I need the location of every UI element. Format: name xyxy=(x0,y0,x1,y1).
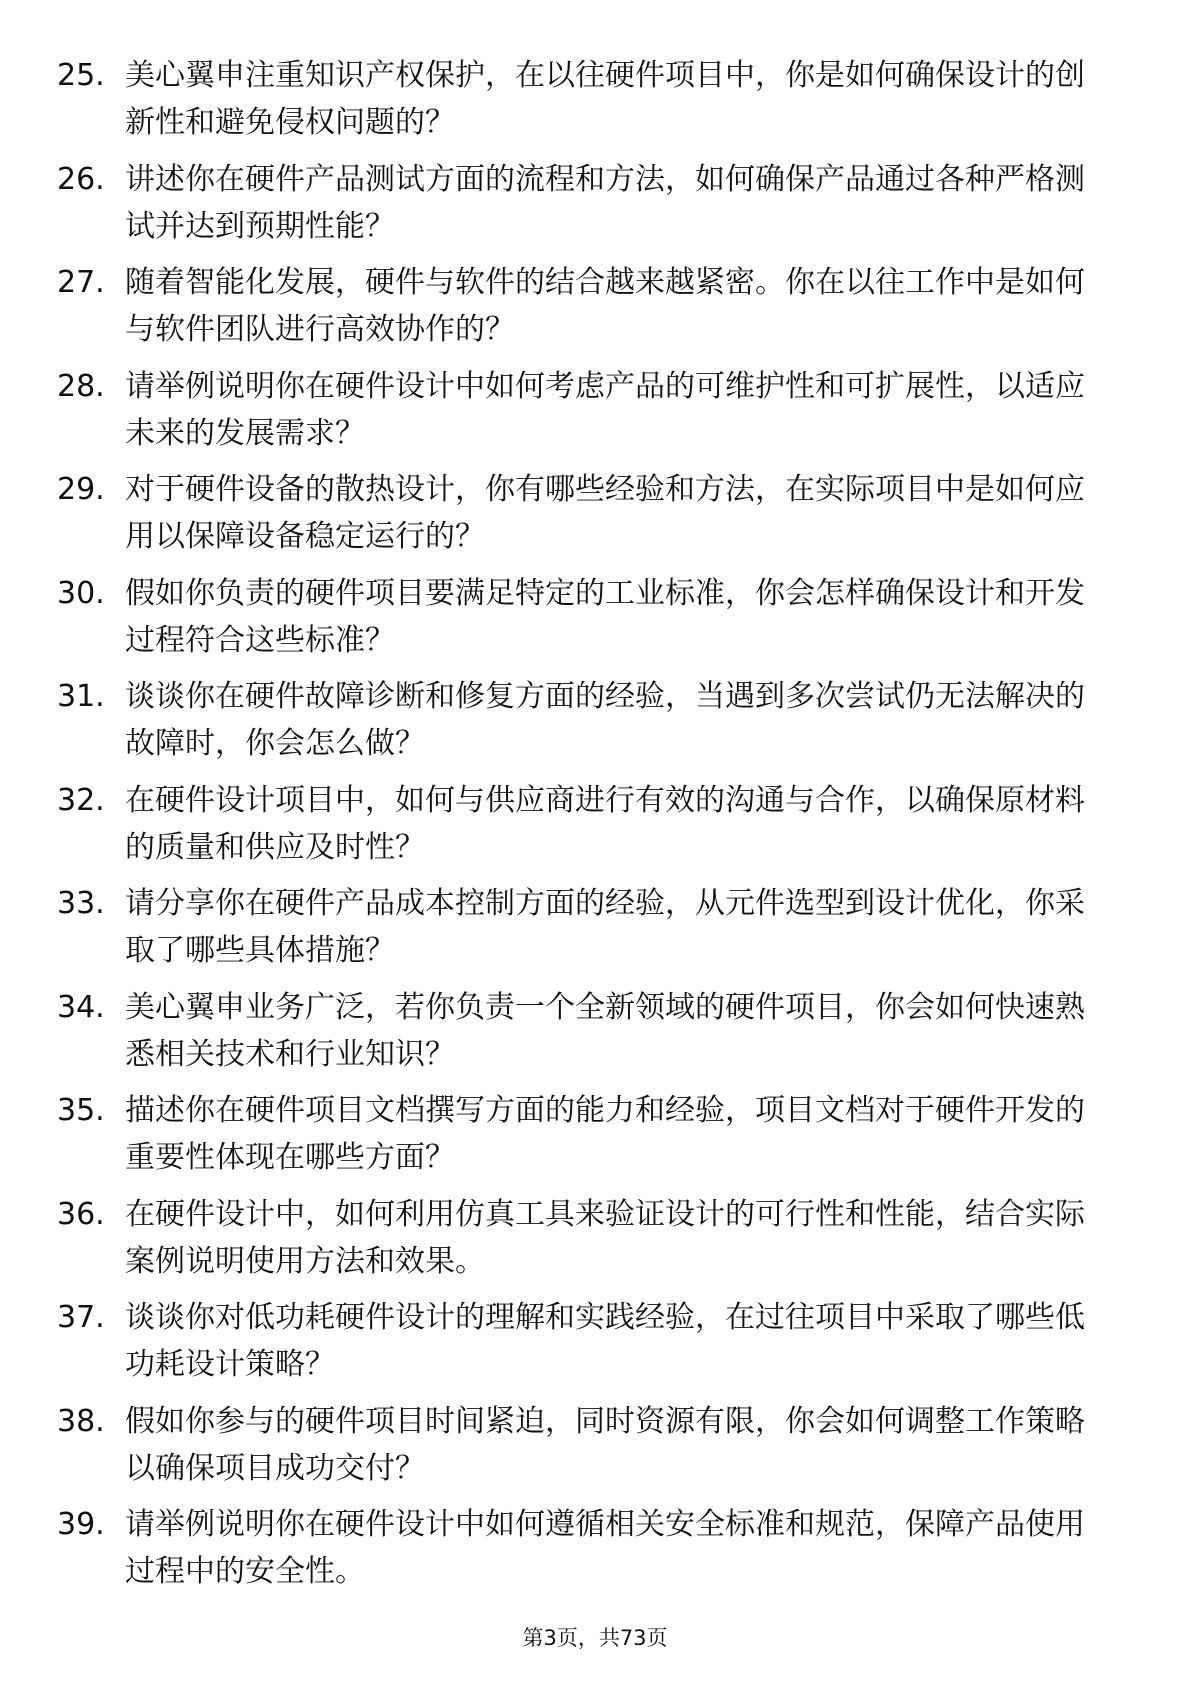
question-text: 在硬件设计项目中，如何与供应商进行有效的沟通与合作，以确保原材料的质量和供应及时性？ xyxy=(125,782,1085,865)
question-number: 39. xyxy=(57,1507,105,1542)
question-item xyxy=(57,1087,1107,1191)
question-list xyxy=(57,52,1107,1605)
question-number: 26. xyxy=(57,161,105,197)
question-text: 美心翼申注重知识产权保护，在以往硬件项目中，你是如何确保设计的创新性和避免侵权问题的？ xyxy=(125,58,1085,140)
question-number: 36. xyxy=(57,1196,105,1232)
question-text: 在硬件设计中，如何利用仿真工具来验证设计的可行性和性能，结合实际案例说明使用方法和效果。 xyxy=(125,1196,1085,1279)
question-item xyxy=(57,777,1107,881)
question-number: 31. xyxy=(57,679,105,714)
question-item xyxy=(57,1294,1107,1398)
question-item xyxy=(57,1191,1107,1295)
question-number: 38. xyxy=(57,1403,105,1439)
question-item xyxy=(57,52,1107,156)
question-item xyxy=(57,1398,1107,1502)
question-number: 34. xyxy=(57,989,105,1025)
question-number: 37. xyxy=(57,1300,105,1335)
page-number-label: 第3页，共73页 xyxy=(522,1626,668,1650)
question-item xyxy=(57,363,1107,467)
question-item xyxy=(57,259,1107,363)
question-text: 随着智能化发展，硬件与软件的结合越来越紧密。你在以往工作中是如何与软件团队进行高效协作的？ xyxy=(125,265,1085,347)
question-text: 谈谈你对低功耗硬件设计的理解和实践经验，在过往项目中采取了哪些低功耗设计策略？ xyxy=(125,1300,1085,1382)
question-text: 讲述你在硬件产品测试方面的流程和方法，如何确保产品通过各种严格测试并达到预期性能？ xyxy=(125,161,1085,244)
question-item xyxy=(57,156,1107,260)
question-item xyxy=(57,880,1107,984)
page-footer xyxy=(0,1624,1190,1652)
question-item xyxy=(57,984,1107,1088)
question-text: 假如你负责的硬件项目要满足特定的工业标准，你会怎样确保设计和开发过程符合这些标准？ xyxy=(125,575,1085,658)
question-number: 29. xyxy=(57,472,105,507)
question-text: 请举例说明你在硬件设计中如何遵循相关安全标准和规范，保障产品使用过程中的安全性。 xyxy=(125,1507,1085,1589)
question-number: 25. xyxy=(57,58,105,93)
question-item xyxy=(57,1501,1107,1605)
question-text: 美心翼申业务广泛，若你负责一个全新领域的硬件项目，你会如何快速熟悉相关技术和行业知识？ xyxy=(125,989,1085,1072)
question-number: 35. xyxy=(57,1093,105,1128)
question-number: 27. xyxy=(57,265,105,300)
question-text: 对于硬件设备的散热设计，你有哪些经验和方法，在实际项目中是如何应用以保障设备稳定运行的？ xyxy=(125,472,1085,554)
question-number: 28. xyxy=(57,368,105,404)
question-text: 假如你参与的硬件项目时间紧迫，同时资源有限，你会如何调整工作策略以确保项目成功交付？ xyxy=(125,1403,1085,1486)
question-text: 描述你在硬件项目文档撰写方面的能力和经验，项目文档对于硬件开发的重要性体现在哪些方面？ xyxy=(125,1093,1085,1175)
question-text: 请分享你在硬件产品成本控制方面的经验，从元件选型到设计优化，你采取了哪些具体措施？ xyxy=(125,886,1085,968)
question-item xyxy=(57,570,1107,674)
question-text: 请举例说明你在硬件设计中如何考虑产品的可维护性和可扩展性，以适应未来的发展需求？ xyxy=(125,368,1085,451)
question-item xyxy=(57,466,1107,570)
question-number: 32. xyxy=(57,782,105,818)
question-number: 33. xyxy=(57,886,105,921)
question-item xyxy=(57,673,1107,777)
question-number: 30. xyxy=(57,575,105,611)
question-text: 谈谈你在硬件故障诊断和修复方面的经验，当遇到多次尝试仍无法解决的故障时，你会怎么做？ xyxy=(125,679,1085,761)
